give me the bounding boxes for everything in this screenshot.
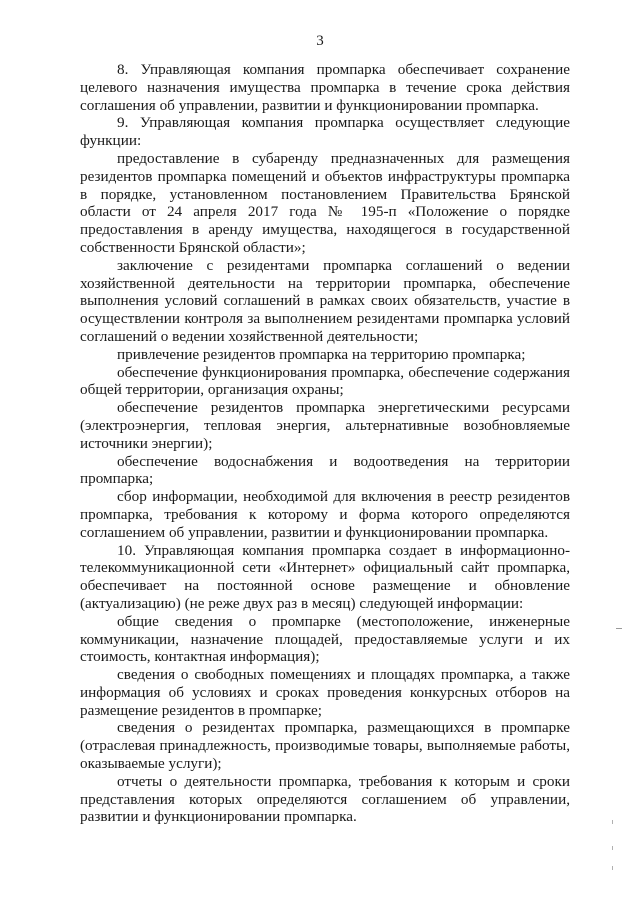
scan-mark [612,866,613,870]
paragraph: 10. Управляющая компания промпарка создает в информационно-телекоммуникационной сети «Интернет» официальный сайт промпарка, обеспечивает на постоянной основе размещение и обновление (актуализацию) (не реже двух раз в месяц) следующей информации: [80,541,570,612]
paragraph: сбор информации, необходимой для включения в реестр резидентов промпарка, требования к которому и форма которого определяются соглашением об управлении, развитии и функционировании промпарка. [80,488,570,541]
paragraph: 9. Управляющая компания промпарка осуществляет следующие функции: [80,114,570,150]
paragraph: обеспечение водоснабжения и водоотведения на территории промпарка; [80,452,570,488]
paragraph: обеспечение функционирования промпарка, обеспечение содержания общей территории, организация охраны; [80,363,570,399]
paragraph: привлечение резидентов промпарка на территорию промпарка; [117,345,526,363]
paragraph: сведения о резидентах промпарка, размещающихся в промпарке (отраслевая принадлежность, производимые товары, выполняемые работы, оказываемые услуги); [80,719,570,773]
paragraph: обеспечение резидентов промпарка энергетическими ресурсами (электроэнергия, тепловая энергия, альтернативные возобновляемые источники энергии); [80,399,570,452]
paragraph: отчеты о деятельности промпарка, требования к которым и сроки представления которых определяются соглашением об управлении, развитии и функционировании промпарка. [80,772,570,826]
paragraph: общие сведения о промпарке (местоположение, инженерные коммуникации, назначение площадей, предоставляемые услуги и их стоимость, контактная информация); [80,612,570,666]
page-number: 3 [316,33,324,49]
scan-mark [612,846,613,850]
document-body [80,61,570,826]
paragraph: 8. Управляющая компания промпарка обеспечивает сохранение целевого назначения имущества промпарка в течение срока действия соглашения об управлении, развитии и функционировании промпарка. [80,61,570,114]
paragraph: сведения о свободных помещениях и площадях промпарка, а также информация об условиях и сроках проведения конкурсных отборов на размещение резидентов в промпарке; [80,666,570,719]
scan-mark [616,628,622,629]
paragraph: заключение с резидентами промпарка соглашений о ведении хозяйственной деятельности на территории промпарка, обеспечение выполнения условий соглашений в рамках своих обязательств, участие в осуществлении контроля за выполнением резидентами промпарка условий соглашений о ведении хозяйственной деятельности; [80,256,570,345]
paragraph: предоставление в субаренду предназначенных для размещения резидентов промпарка помещений и объектов инфраструктуры промпарка в порядке, установленном постановлением Правительства Брянской области от 24 апреля 2017 года № 195-п «Положение о порядке предоставления в аренду имущества, находящегося в государственной собственности Брянской области»; [80,149,570,256]
scan-mark [612,820,613,824]
